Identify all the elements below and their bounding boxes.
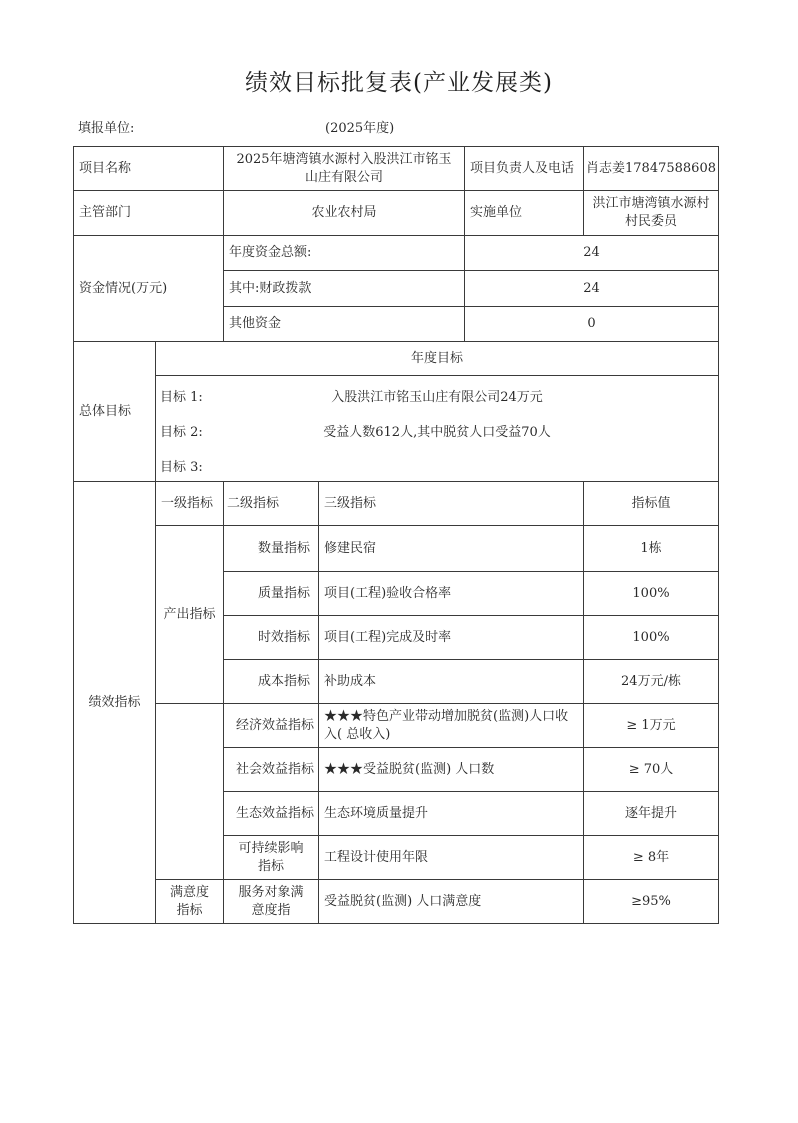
metrics-label: 绩效指标 — [73, 481, 156, 924]
level3-sustainability: 工程设计使用年限 — [318, 835, 584, 880]
funds-other-label: 其他资金 — [223, 306, 465, 342]
header-level3: 三级指标 — [318, 481, 584, 526]
level2-social: 社会效益指标 — [223, 747, 319, 792]
funds-total-value: 24 — [464, 235, 719, 271]
level1-output: 产出指标 — [155, 525, 224, 704]
project-name-value: 2025年塘湾镇水源村入股洪江市铭玉山庄有限公司 — [223, 146, 465, 191]
dept-value: 农业农村局 — [223, 190, 465, 236]
level1-satisfaction: 满意度指标 — [155, 879, 224, 924]
page-title: 绩效目标批复表(产业发展类) — [245, 70, 553, 96]
goals-header: 年度目标 — [155, 341, 719, 376]
value-sustainability: ≥ 8年 — [583, 835, 719, 880]
goal-1-value: 入股洪江市铭玉山庄有限公司24万元 — [331, 389, 543, 405]
level2-quality: 质量指标 — [223, 571, 319, 616]
level3-timeliness: 项目(工程)完成及时率 — [318, 615, 584, 660]
funds-fiscal-label: 其中:财政拨款 — [223, 270, 465, 307]
funds-total-label: 年度资金总额: — [223, 235, 465, 271]
level2-economic: 经济效益指标 — [223, 703, 319, 748]
header-level2: 二级指标 — [223, 481, 319, 526]
impl-value: 洪江市塘湾镇水源村村民委员 — [583, 190, 719, 236]
level3-satisfaction: 受益脱贫(监测) 人口满意度 — [318, 879, 584, 924]
level2-quantity: 数量指标 — [223, 525, 319, 572]
report-year: (2025年度) — [325, 121, 395, 136]
value-ecological: 逐年提升 — [583, 791, 719, 836]
project-name-label: 项目名称 — [73, 146, 224, 191]
level3-cost: 补助成本 — [318, 659, 584, 704]
level3-ecological: 生态环境质量提升 — [318, 791, 584, 836]
value-satisfaction: ≥95% — [583, 879, 719, 924]
level2-timeliness: 时效指标 — [223, 615, 319, 660]
goals-label: 总体目标 — [73, 341, 156, 482]
owner-label: 项目负责人及电话 — [464, 146, 584, 191]
value-social: ≥ 70人 — [583, 747, 719, 792]
goal-2-value: 受益人数612人,其中脱贫人口受益70人 — [323, 424, 551, 440]
value-quality: 100% — [583, 571, 719, 616]
header-level1: 一级指标 — [155, 481, 224, 526]
level3-social: ★★★受益脱贫(监测) 人口数 — [318, 747, 584, 792]
level3-economic: ★★★特色产业带动增加脱贫(监测)人口收入( 总收入) — [318, 703, 584, 748]
value-economic: ≥ 1万元 — [583, 703, 719, 748]
owner-value: 肖志姜17847588608 — [583, 146, 719, 191]
goal-2-label: 目标 2: — [160, 424, 203, 440]
level2-ecological: 生态效益指标 — [223, 791, 319, 836]
reporting-unit-label: 填报单位: — [78, 121, 135, 136]
level3-quantity: 修建民宿 — [318, 525, 584, 572]
value-cost: 24万元/栋 — [583, 659, 719, 704]
header-value: 指标值 — [583, 481, 719, 526]
level1-benefit — [155, 703, 224, 880]
level3-quality: 项目(工程)验收合格率 — [318, 571, 584, 616]
funds-fiscal-value: 24 — [464, 270, 719, 307]
impl-label: 实施单位 — [464, 190, 584, 236]
level2-sustainability: 可持续影响指标 — [223, 835, 319, 880]
level2-satisfaction: 服务对象满意度指 — [223, 879, 319, 924]
funds-label: 资金情况(万元) — [73, 235, 224, 342]
goal-1-label: 目标 1: — [160, 389, 203, 405]
value-timeliness: 100% — [583, 615, 719, 660]
level2-cost: 成本指标 — [223, 659, 319, 704]
goal-3-label: 目标 3: — [160, 459, 203, 475]
funds-other-value: 0 — [464, 306, 719, 342]
value-quantity: 1栋 — [583, 525, 719, 572]
dept-label: 主管部门 — [73, 190, 224, 236]
